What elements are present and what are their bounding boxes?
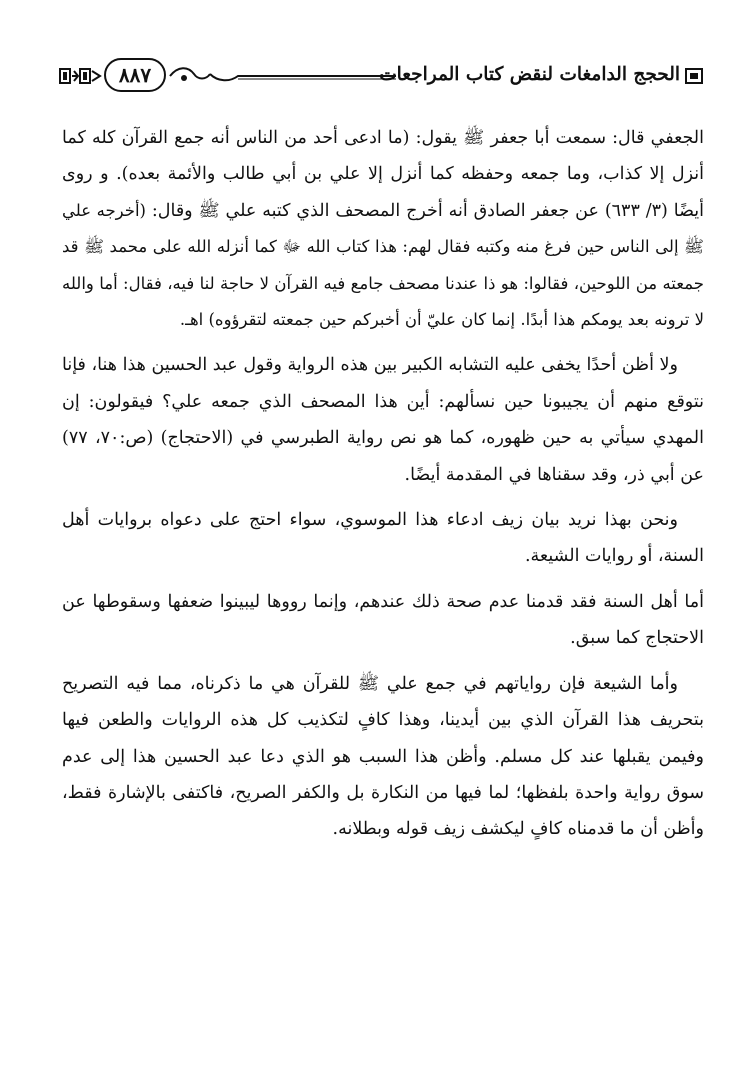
quoted-narration: (أخرجه علي ﷺ إلى الناس حين فرغ منه وكتبه فقال لهم: هذا كتاب الله ﷻ كما أنزله الله على محمد ﷺ قد جمعته من اللوحين، فقالوا: هو ذا عندنا مصحف جامع فيه القرآن لا حاجة لنا فيه، فقال: أما والله لا ترونه بعد يومكم هذا أبدًا. إنما كان عليّ أن أخبركم حين جمعته لتقرؤوه) اهـ. (62, 200, 704, 330)
paragraph: ولا أظن أحدًا يخفى عليه التشابه الكبير بين هذه الرواية وقول عبد الحسين هذا هنا، فإنا نتوقع منهم أن يجيبونا حين نسألهم: أين هذا المصحف الذي جمعه علي؟ فيقولون: إن المهدي سيأتي به حين ظهوره، كما هو نص رواية الطبرسي في (الاحتجاج) (ص:٧٠، ٧٧) عن أبي ذر، وقد سقناها في المقدمة أيضًا. (62, 355, 705, 485)
paragraph: أما أهل السنة فقد قدمنا عدم صحة ذلك عندهم، وإنما رووها ليبينوا ضعفها وسقوطها عن الاحتجاج كما سبق. (62, 591, 704, 649)
running-header (58, 56, 704, 96)
header-ornament-left-icon (58, 66, 102, 86)
paragraph: وأما الشيعة فإن رواياتهم في جمع علي ﷺ للقرآن هي ما ذكرناه، مما فيه التصريح بتحريف هذا القرآن الذي بين أيدينا، وهذا كافٍ لتكذيب كل هذه الروايات والطعن فيها وفيمن يقبلها عند كل مسلم. وأظن هذا السبب هو الذي دعا عبد الحسين هذا إلى عدم سوق رواية واحدة بلفظها؛ لما فيها من النكارة بل والكفر الصريح، فاكتفى بالإشارة فقط، وأظن أن ما قدمناه كافٍ ليكشف زيف قوله وبطلانه. (62, 673, 704, 840)
paragraph-text: الجعفي قال: سمعت أبا جعفر ﷺ يقول: (ما ادعى أحد من الناس أنه جمع القرآن كله كما أنزل إلا كذاب، وما جمعه وحفظه كما أنزل إلا علي بن أبي طالب والأئمة بعده). و روى أيضًا (٣/ ٦٣٣) عن جعفر الصادق أنه أخرج المصحف الذي كتبه علي ﷺ وقال: (62, 128, 704, 221)
page-number: ٨٨٧ (104, 58, 166, 92)
page-body (62, 120, 704, 1000)
paragraph (62, 120, 704, 338)
header-ornament-right-icon (684, 67, 704, 85)
running-title: الحجج الدامغات لنقض كتاب المراجعات (379, 64, 680, 85)
header-flourish-icon (168, 62, 400, 90)
paragraph: ونحن بهذا نريد بيان زيف ادعاء هذا الموسوي، سواء احتج على دعواه بروايات أهل السنة، أو روايات الشيعة. (62, 510, 704, 567)
